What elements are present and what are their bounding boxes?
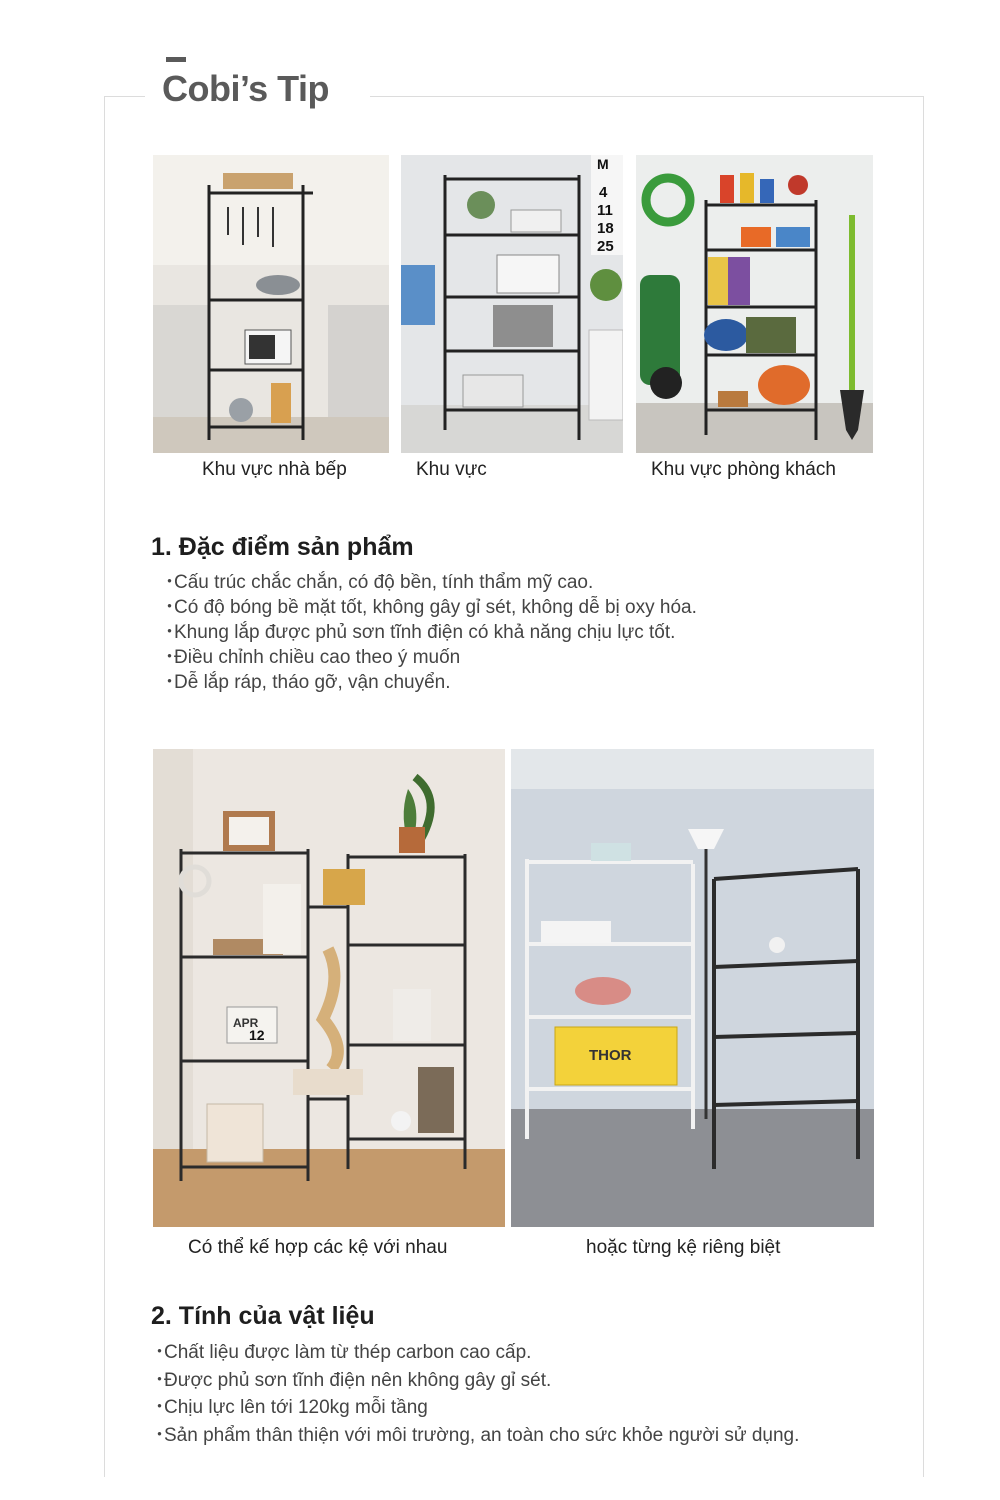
wall-calendar-month: M [597,156,609,172]
bullet-dot: ・ [150,1342,170,1363]
bullet-dot: ・ [160,622,180,643]
list-item: ・Dễ lắp ráp, tháo gỡ, vận chuyển. [160,672,451,693]
wall-calendar-number: 18 [597,220,614,237]
wall-calendar-number: 25 [597,238,614,255]
storage-box-label: THOR [589,1047,632,1064]
list-item: ・Khung lắp được phủ sơn tĩnh điện có khả năng chịu lực tốt. [160,622,676,643]
caption-separate: hoặc từng kệ riêng biệt [586,1237,781,1258]
bullet-dot: ・ [160,572,180,593]
wall-calendar-number: 4 [599,184,608,201]
office-shelf-photo [401,155,623,453]
section-2-heading: 2. Tính của vật liệu [151,1302,375,1330]
page-title: Cobi’s Tip [162,68,330,109]
bullet-dot: ・ [150,1397,170,1418]
separate-shelves-photo [511,749,874,1227]
caption-living-room: Khu vực phòng khách [651,459,836,480]
bullet-dot: ・ [160,647,180,668]
garage-shelf-photo [636,155,873,453]
list-item: ・Sản phẩm thân thiện với môi trường, an toàn cho sức khỏe người sử dụng. [150,1422,799,1450]
bullet-dot: ・ [160,672,180,693]
section-1-heading: 1. Đặc điểm sản phẩm [151,533,414,561]
caption-combined: Có thể kế hợp các kệ với nhau [188,1237,448,1258]
desk-calendar-day: 12 [249,1027,265,1043]
caption-kitchen: Khu vực nhà bếp [202,459,347,480]
list-item: ・Cấu trúc chắc chắn, có độ bền, tính thẩm mỹ cao. [160,572,594,593]
list-item: ・Có độ bóng bề mặt tốt, không gây gỉ sét, không dễ bị oxy hóa. [160,597,697,618]
list-item: ・Chất liệu được làm từ thép carbon cao cấp. [150,1339,799,1367]
list-item: ・Được phủ sơn tĩnh điện nên không gây gỉ sét. [150,1367,799,1395]
wall-calendar-number: 11 [597,202,613,219]
bullet-dot: ・ [150,1369,170,1391]
kitchen-shelf-photo [153,155,389,453]
material-list [150,1339,799,1449]
bullet-dot: ・ [150,1424,170,1446]
list-item: ・Chịu lực lên tới 120kg mỗi tầng [150,1394,799,1422]
caption-office: Khu vực [416,459,487,480]
feature-list [160,570,697,695]
desk-calendar-month: APR [233,1016,259,1030]
list-item: ・Điều chỉnh chiều cao theo ý muốn [160,647,461,668]
title-accent-bar [166,57,186,62]
combined-shelves-photo [153,749,505,1227]
bullet-dot: ・ [160,597,180,618]
